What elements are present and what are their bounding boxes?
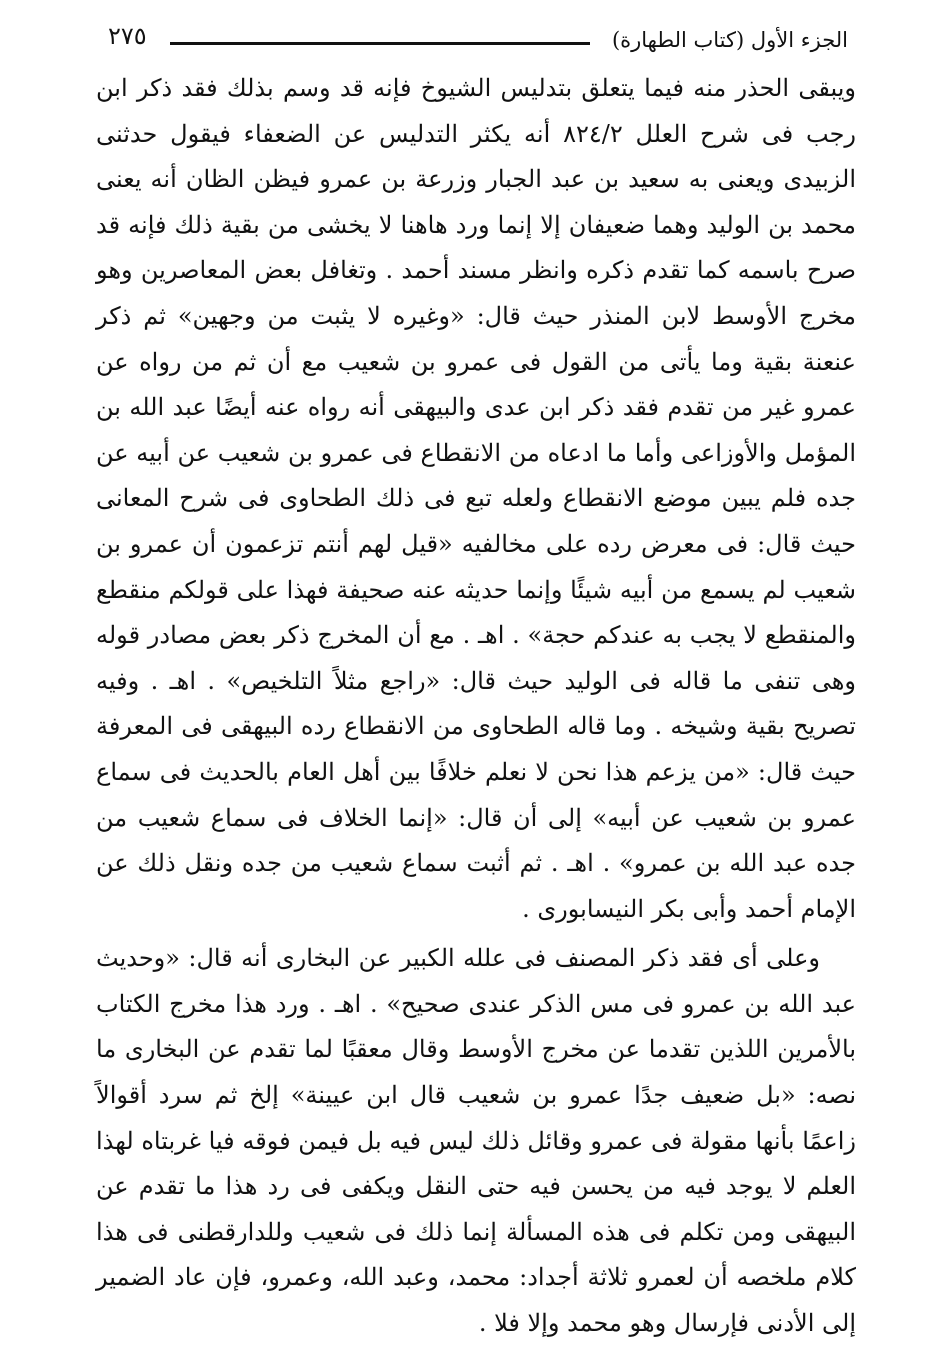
page-number: ٢٧٥ [108, 22, 147, 50]
body-text [96, 66, 856, 1347]
page-header [108, 18, 848, 58]
header-rule [170, 42, 590, 45]
paragraph-2: وعلى أى فقد ذكر المصنف فى علله الكبير عن البخارى أنه قال: «وحديث عبد الله بن عمرو فى مس الذكر عندى صحيح» . اهـ . ورد هذا مخرج الكتاب بالأمرين اللذين تقدما عن مخرج الأوسط وقال معقبًا لما تقدم عن البخارى ما نصه: «بل ضعيف جدًا عمرو بن شعيب قال ابن عيينة» إلخ ثم سرد أقوالاً زاعمًا بأنها مقولة فى عمرو وقائل ذلك ليس فيه بل فيمن فوقه فيا غربتاه لهذا العلم لا يوجد فيه من يحسن فيه حتى النقل ويكفى فى رد هذا ما تقدم عن البيهقى ومن تكلم فى هذه المسألة إنما ذلك فى شعيب وللدارقطنى فى هذا كلام ملخصه أن لعمرو ثلاثة أجداد: محمد، وعبد الله، وعمرو، فإن عاد الضمير إلى الأدنى فإرسال وهو محمد وإلا فلا . [96, 944, 856, 1338]
running-title: الجزء الأول (كتاب الطهارة) [611, 28, 848, 52]
paragraph-1: ويبقى الحذر منه فيما يتعلق بتدليس الشيوخ فإنه قد وسم بذلك فقد ذكر ابن رجب فى شرح العلل ٨٢٤/٢ أنه يكثر التدليس عن الضعفاء فيقول حدثنى الزبيدى ويعنى به سعيد بن عبد الجبار وزرعة بن عمرو فيظن الظان أنه يعنى محمد بن الوليد وهما ضعيفان إلا إنما ورد هاهنا لا يخشى من بقية ذلك فإنه قد صرح باسمه كما تقدم ذكره وانظر مسند أحمد . وتغافل بعض المعاصرين وهو مخرج الأوسط لابن المنذر حيث قال: «وغيره لا يثبت من وجهين» ثم ذكر عنعنة بقية وما يأتى من القول فى عمرو بن شعيب مع أن ثم من رواه عن عمرو غير من تقدم فقد ذكر ابن عدى والبيهقى أنه رواه عنه أيضًا عبد الله بن المؤمل والأوزاعى وأما ما ادعاه من الانقطاع فى عمرو بن شعيب عن أبيه عن جده فلم يبين موضع الانقطاع ولعله تبع فى ذلك الطحاوى فى شرح المعانى حيث قال: فى معرض رده على مخالفيه «قيل لهم أنتم تزعمون أن عمرو بن شعيب لم يسمع من أبيه شيئًا وإنما حديثه عنه صحيفة فهذا على قولكم منقطع والمنقطع لا يجب به عندكم حجة» . اهـ . مع أن المخرج ذكر بعض مصادر قوله وهى تنفى ما قاله فى الوليد حيث قال: «راجع مثلاً التلخيص» . اهـ . وفيه تصريح بقية وشيخه . وما قاله الطحاوى من الانقطاع رده البيهقى فى المعرفة حيث قال: «من يزعم هذا نحن لا نعلم خلافًا بين أهل العام بالحديث فى سماع عمرو بن شعيب عن أبيه» إلى أن قال: «إنما الخلاف فى سماع شعيب من جده عبد الله بن عمرو» . اهـ . ثم أثبت سماع شعيب من جده ونقل ذلك عن الإمام أحمد وأبى بكر النيسابورى . [96, 74, 856, 923]
